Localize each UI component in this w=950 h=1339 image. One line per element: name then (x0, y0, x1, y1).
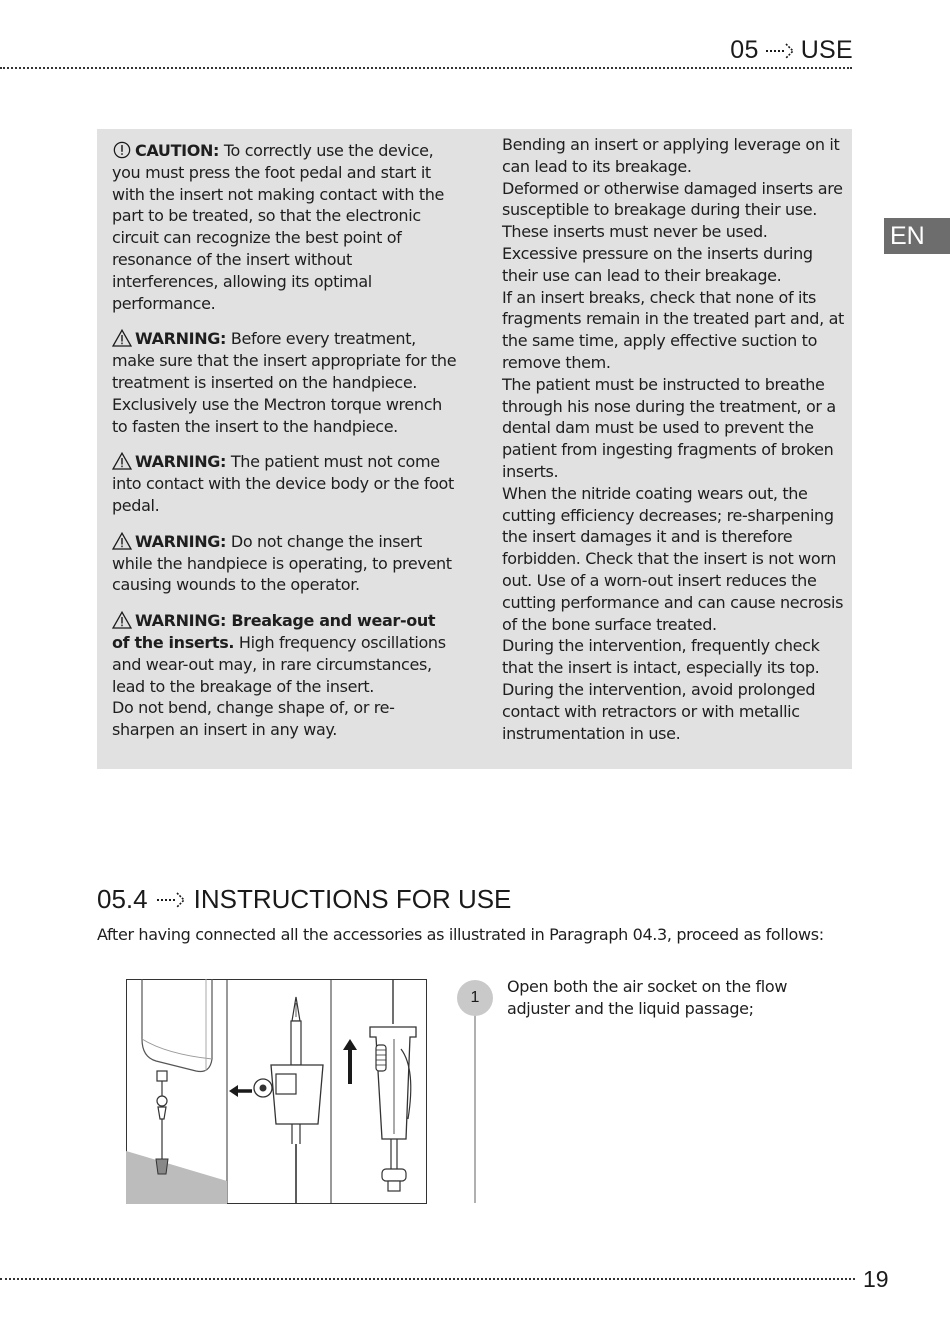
warning-item: During the intervention, frequently check that the insert is intact, especially its top. (502, 636, 820, 678)
warnings-right-column (502, 129, 844, 744)
language-tab: EN (884, 218, 950, 254)
setup-illustration (126, 979, 427, 1204)
section-title: INSTRUCTIONS FOR USE (193, 884, 512, 914)
warning-item: When the nitride coating wears out, the cutting efficiency decreases; re-sharpening the insert damages it and is therefore forbidden. Check that the insert is not worn out. Use of a worn-out insert reduces the cutting performance and can cause necrosis of the bone surface treated. (502, 483, 844, 634)
caution-label: CAUTION: (135, 141, 220, 160)
step-text: Open both the air socket on the flow adjuster and the liquid passage; (507, 977, 788, 1018)
caution-text: To correctly use the device, you must press the foot pedal and start it with the insert not making contact with the part to be treated, so that the electronic circuit can recognize the best point of resonance of the insert without interferences, allowing its optimal performance. (112, 141, 445, 313)
warning-text: Do not change the insert while the handpiece is operating, to prevent causing wounds to the operator. (112, 531, 452, 595)
warning-icon (112, 452, 132, 470)
footer-divider (0, 1278, 855, 1280)
warning-icon (112, 329, 132, 347)
warnings-left-column (112, 129, 457, 755)
caution-paragraph (112, 140, 457, 314)
section-intro: After having connected all the accessories as illustrated in Paragraph 04.3, proceed as follows: (97, 925, 824, 944)
warning-item: Deformed or otherwise damaged inserts are susceptible to breakage during their use. These inserts must never be used. (502, 178, 843, 242)
chapter-title: USE (800, 36, 853, 64)
warning-paragraph (112, 328, 457, 437)
section-number: 05.4 (97, 884, 148, 914)
warning-item: Bending an insert or applying leverage on it can lead to its breakage. (502, 135, 840, 176)
chapter-number: 05 (730, 36, 759, 64)
warning-paragraph (112, 610, 457, 741)
warning-text: Before every treatment, make sure that the insert appropriate for the treatment is inserted on the handpiece. Exclusively use the Mectron torque wrench to fasten the insert to the handpiece. (112, 329, 457, 436)
warning-paragraph (112, 451, 457, 516)
warning-item: The patient must be instructed to breathe through his nose during the treatment, or a dental dam must be used to prevent the patient from ingesting fragments of broken inserts. (502, 374, 836, 481)
chapter-header (730, 36, 853, 65)
warning-label: WARNING: (135, 452, 227, 472)
warning-icon (112, 532, 132, 550)
warning-item: If an insert breaks, check that none of its fragments remain in the treated part and, at the same time, apply effective suction to remove them. (502, 287, 844, 372)
warning-extra-text: Do not bend, change shape of, or re-sharpen an insert in any way. (112, 698, 395, 740)
page-number: 19 (863, 1266, 889, 1292)
warning-icon (112, 611, 132, 629)
warning-label: WARNING: (135, 531, 227, 551)
header-divider (0, 67, 852, 69)
warning-text: High frequency oscillations and wear-out may, in rare circumstances, lead to the breakage of the insert. (112, 632, 446, 696)
dotted-arrow-icon (156, 891, 186, 909)
warning-paragraph (112, 531, 457, 596)
warning-label: WARNING: (135, 329, 227, 349)
step-number-badge: 1 (457, 980, 493, 1016)
dotted-arrow-icon (765, 42, 795, 60)
warning-label: WARNING: Breakage and wear-out of the inserts. (112, 611, 436, 652)
section-heading (97, 884, 511, 915)
step-connector-line (474, 998, 476, 1203)
warning-item: During the intervention, avoid prolonged contact with retractors or with metallic instrumentation in use. (502, 679, 816, 743)
warning-item: Excessive pressure on the inserts during their use can lead to their breakage. (502, 243, 813, 285)
warning-text: The patient must not come into contact with the device body or the foot pedal. (112, 452, 454, 515)
caution-icon (112, 141, 132, 159)
